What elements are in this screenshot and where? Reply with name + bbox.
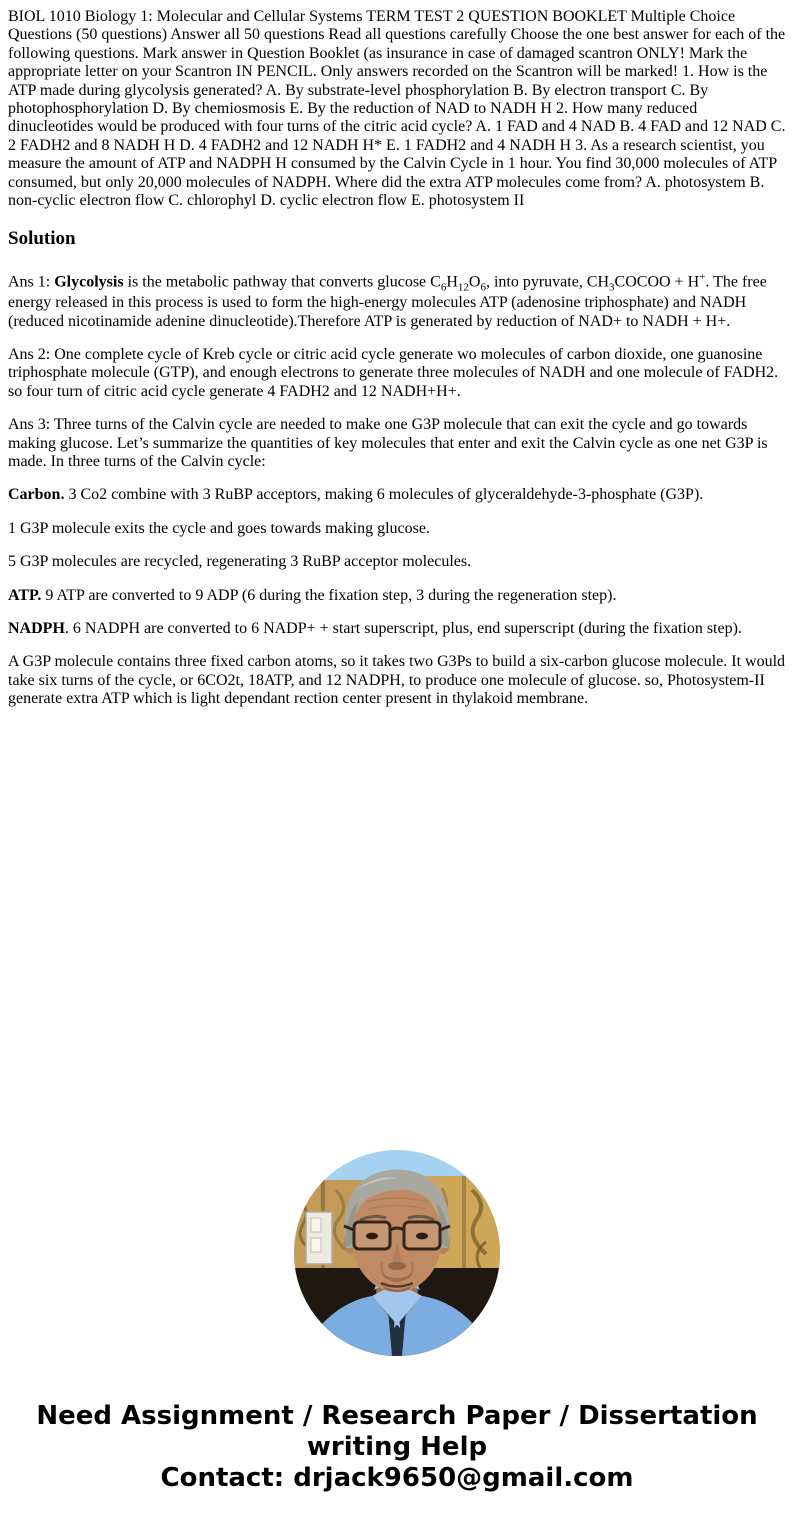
atp-bold-lead: ATP. xyxy=(8,586,42,604)
footer-line-1: Need Assignment / Research Paper / Dissertation xyxy=(36,1400,758,1431)
nadph-bold-lead: NADPH xyxy=(8,619,65,637)
avatar-photo xyxy=(294,1150,500,1356)
bottom-spacer xyxy=(8,1494,786,1518)
chem-subscript: 3 xyxy=(609,281,615,294)
answer-1-paragraph: Ans 1: Glycolysis is the metabolic pathway that converts glucose $C_6H_{12}O_6$, into pyruvate, $CH_3COCOO + H^+$. The free energy released in this process is used to form the high-energy molecules ATP (adenosine triphosphate) and NADH (reduced nicotinamide adenine dinucleotide).Therefore ATP is generated by reduction of NAD+ to NADH + H+. xyxy=(8,271,767,330)
chem-subscript: 12 xyxy=(457,281,469,294)
avatar xyxy=(294,1150,500,1356)
g3p-exit-paragraph: 1 G3P molecule exits the cycle and goes towards making glucose. xyxy=(8,519,430,537)
chem-subscript: 6 xyxy=(440,281,447,294)
answer-1-prefix: Ans 1: xyxy=(8,273,55,291)
closing-paragraph: A G3P molecule contains three fixed carbon atoms, so it takes two G3Ps to build a six-carbon glucose molecule. It would take six turns of the cycle, or 6CO2t, 18ATP, and 12 NADPH, to produce one molecule of glucose. so, Photosystem-II generate extra ATP which is light dependant rection center present in thylakoid membrane. xyxy=(8,653,786,708)
chem-subscript: 6 xyxy=(480,281,486,294)
solution-heading: Solution xyxy=(8,228,76,250)
nadph-paragraph: NADPH. 6 NADPH are converted to 6 NADP+ + start superscript, plus, end superscript (during the fixation step). xyxy=(8,619,742,637)
answer-2-paragraph: Ans 2: One complete cycle of Kreb cycle or citric acid cycle generate wo molecules of carbon dioxide, one guanosine triphosphate molecule (GTP), and enough electrons to generate three molecules of NADH and one molecule of FADH2. so four turn of citric acid cycle generate 4 FADH2 and 12 NADH+H+. xyxy=(8,346,779,400)
answer-1-bold-lead: Glycolysis xyxy=(54,273,124,291)
footer-help-banner xyxy=(8,1401,786,1494)
footer-contact-email: Contact: drjack9650@gmail.com xyxy=(160,1462,634,1493)
intro-question-paragraph: BIOL 1010 Biology 1: Molecular and Cellular Systems TERM TEST 2 QUESTION BOOKLET Multiple Choice Questions (50 questions) Answer all 50 questions Read all questions carefully Choose the one best answer for each of the following questions. Mark answer in Question Booklet (as insurance in case of damaged scantron ONLY! Mark the appropriate letter on your Scantron IN PENCIL. Only answers recorded on the Scantron will be marked! 1. How is the ATP made during glycolysis generated? A. By substrate-level phosphorylation B. By electron transport C. By photophosphorylation D. By chemiosmosis E. By the reduction of NAD to NADH H 2. How many reduced dinucleotides would be produced with four turns of the citric acid cycle? A. 1 FAD and 4 NAD B. 4 FAD and 12 NAD C. 2 FADH2 and 8 NADH H D. 4 FADH2 and 12 NADH H* E. 1 FADH2 and 4 NADH H 3. As a research scientist, you measure the amount of ATP and NADPH H consumed by the Calvin Cycle in 1 hour. You find 30,000 molecules of ATP consumed, but only 20,000 molecules of NADPH. Where did the extra ATP molecules come from? A. photosystem B. non-cyclic electron flow C. chlorophyl D. cyclic electron flow E. photosystem II xyxy=(8,8,786,209)
carbon-paragraph: Carbon. 3 Co2 combine with 3 RuBP acceptors, making 6 molecules of glyceraldehyde-3-phosphate (G3P). xyxy=(8,486,704,504)
footer-line-2: writing Help xyxy=(306,1431,488,1462)
answer-3-paragraph: Ans 3: Three turns of the Calvin cycle are needed to make one G3P molecule that can exit the cycle and go towards making glucose. Let’s summarize the quantities of key molecules that enter and exit the Calvin cycle as one net G3P is made. In three turns of the Calvin cycle: xyxy=(8,416,768,471)
whitespace-spacer xyxy=(8,724,786,1150)
carbon-bold-lead: Carbon. xyxy=(8,486,65,504)
atp-paragraph: ATP. 9 ATP are converted to 9 ADP (6 during the fixation step, 3 during the regeneration step). xyxy=(8,586,617,604)
g3p-recycled-paragraph: 5 G3P molecules are recycled, regenerating 3 RuBP acceptor molecules. xyxy=(8,553,472,571)
chem-superscript: + xyxy=(699,271,706,284)
